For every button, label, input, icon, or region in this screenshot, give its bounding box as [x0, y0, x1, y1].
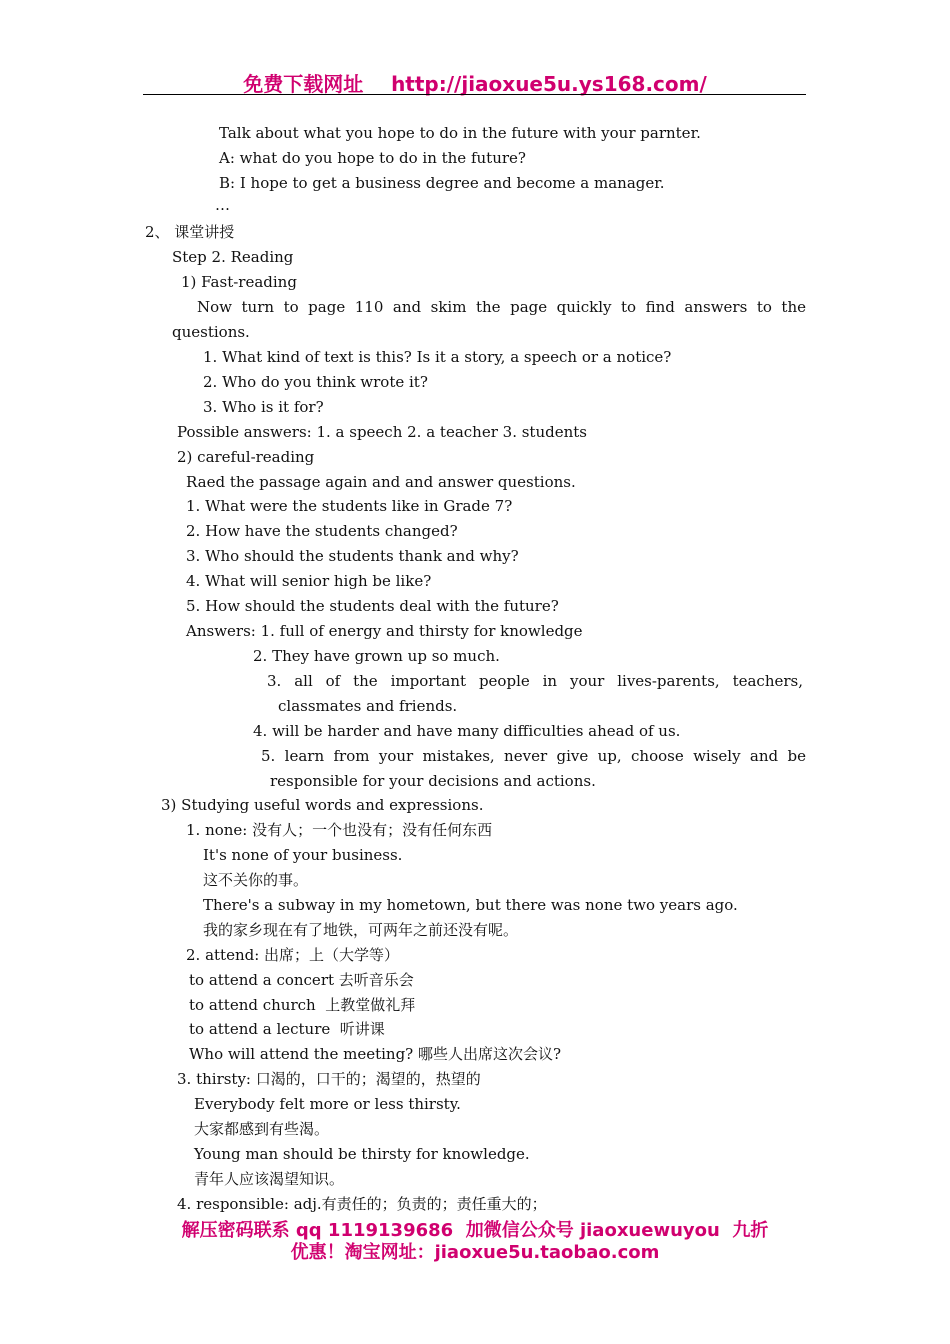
text-line: B: I hope to get a business degree and become a manager.	[219, 174, 665, 192]
text-line: 3. thirsty: 口渴的，口干的；渴望的，热望的	[177, 1070, 481, 1088]
text-line: Talk about what you hope to do in the future with your parnter.	[219, 124, 701, 142]
page-header	[0, 68, 950, 97]
text-line: Everybody felt more or less thirsty.	[194, 1095, 461, 1113]
text-line: Who will attend the meeting? 哪些人出席这次会议?	[189, 1045, 562, 1063]
text-line: 1) Fast-reading	[181, 273, 297, 291]
text-line: 4. will be harder and have many difficulties ahead of us.	[253, 722, 681, 740]
section-heading: 2、 课堂讲授	[145, 223, 235, 241]
footer-shop-link[interactable]: 优惠！淘宝网址：jiaoxue5u.taobao.com	[290, 1242, 660, 1263]
text-line: to attend church 上教堂做礼拜	[189, 996, 416, 1014]
footer-contact: 解压密码联系 qq 1119139686 加微信公众号 jiaoxuewuyou 九折	[181, 1220, 769, 1241]
text-line: 2. They have grown up so much.	[253, 647, 500, 665]
header-url-link[interactable]: http://jiaoxue5u.ys168.com/	[391, 72, 707, 96]
text-line: questions.	[172, 323, 250, 341]
text-line: Raed the passage again and and answer questions.	[186, 473, 576, 491]
text-line: 2) careful-reading	[177, 448, 315, 466]
text-line: Young man should be thirsty for knowledge.	[194, 1145, 530, 1163]
text-line: Answers: 1. full of energy and thirsty for knowledge	[186, 622, 583, 640]
text-line: There's a subway in my hometown, but there was none two years ago.	[203, 896, 738, 914]
text-line: 我的家乡现在有了地铁，可两年之前还没有呢。	[203, 921, 519, 939]
header-label: 免费下载网址	[243, 72, 364, 96]
text-line: 1. What kind of text is this? Is it a story, a speech or a notice?	[203, 348, 672, 366]
text-line: 5. How should the students deal with the future?	[186, 597, 559, 615]
text-line: 5. learn from your mistakes, never give up, choose wisely and be	[261, 747, 806, 765]
text-line: Step 2. Reading	[172, 248, 294, 266]
text-line: 2. Who do you think wrote it?	[203, 373, 428, 391]
text-line: 3. Who is it for?	[203, 398, 324, 416]
text-line: 这不关你的事。	[203, 871, 309, 889]
text-line: classmates and friends.	[278, 697, 458, 715]
text-line: responsible for your decisions and actions.	[270, 772, 596, 790]
text-line: 大家都感到有些渴。	[194, 1120, 330, 1138]
text-line: 4. responsible: adj.有责任的；负责的；责任重大的；	[177, 1195, 547, 1213]
text-line: A: what do you hope to do in the future?	[219, 149, 526, 167]
text-line: 3) Studying useful words and expressions.	[161, 796, 484, 814]
text-line: 2. attend: 出席；上（大学等）	[186, 946, 400, 964]
text-line: 青年人应该渴望知识。	[194, 1170, 345, 1188]
text-line: Now turn to page 110 and skim the page quickly to find answers to the	[197, 298, 806, 316]
text-line: It's none of your business.	[203, 846, 403, 864]
text-line: to attend a lecture 听讲课	[189, 1020, 385, 1038]
text-line: to attend a concert 去听音乐会	[189, 971, 414, 989]
text-line: …	[215, 196, 230, 214]
text-line: 4. What will senior high be like?	[186, 572, 432, 590]
header-divider	[143, 94, 806, 95]
text-line: 3. all of the important people in your lives-parents, teachers,	[267, 672, 803, 690]
text-line: 1. none: 没有人；一个也没有；没有任何东西	[186, 821, 493, 839]
text-line: 2. How have the students changed?	[186, 522, 458, 540]
text-line: Possible answers: 1. a speech 2. a teacher 3. students	[177, 423, 587, 441]
text-line: 1. What were the students like in Grade 7?	[186, 497, 513, 515]
text-line: 3. Who should the students thank and why?	[186, 547, 519, 565]
